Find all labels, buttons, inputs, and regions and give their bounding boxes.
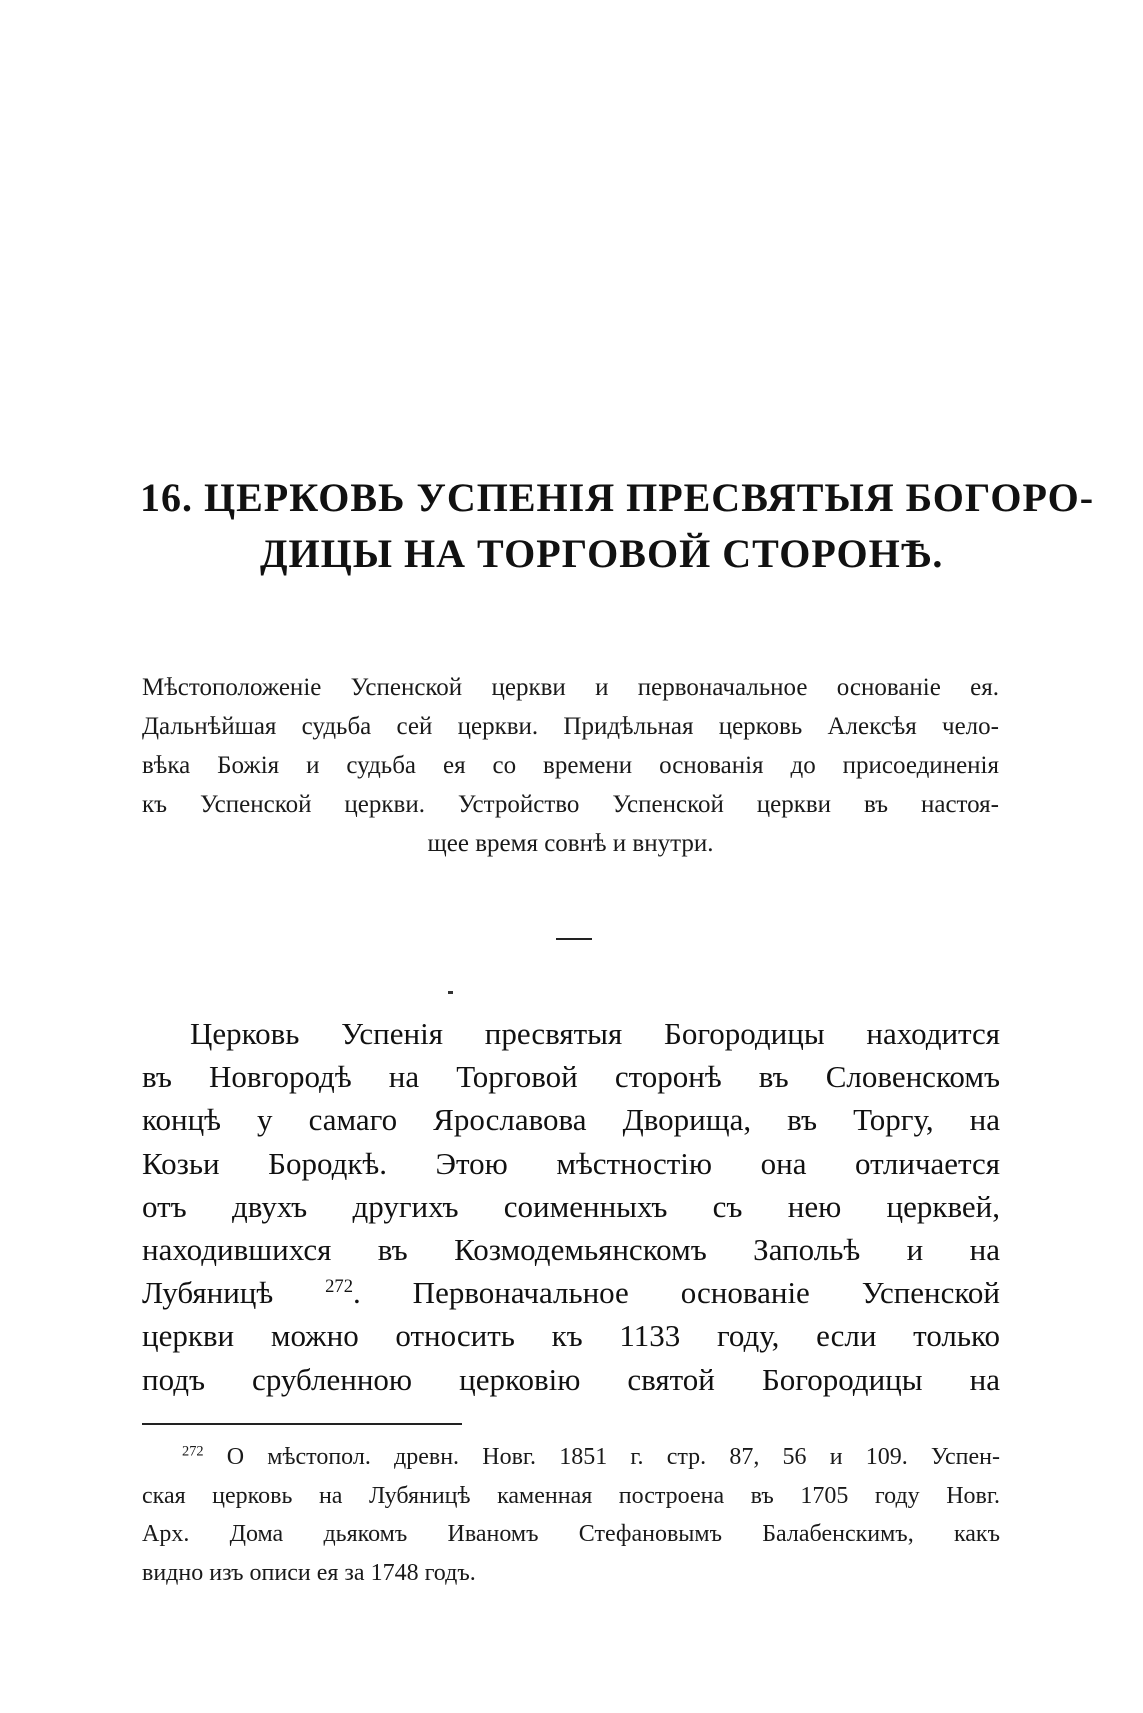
chapter-heading-line-2: ДИЦЫ НА ТОРГОВОЙ СТОРОНѢ. (260, 531, 944, 576)
body-line: находившихся въ Козмодемьянскомъ Запольѣ и на (142, 1231, 1000, 1267)
chapter-heading-line-1: 16. ЦЕРКОВЬ УСПЕНІЯ ПРЕСВЯТЫЯ БОГОРО- (140, 475, 1095, 520)
body-line: отъ двухъ другихъ соименныхъ съ нею церквей, (142, 1188, 1000, 1224)
summary-line: Дальнѣйшая судьба сей церкви. Придѣльная церковь Алексѣя чело- (142, 713, 999, 740)
footnote-separator (142, 1423, 462, 1425)
body-paragraph (142, 1012, 1000, 1401)
summary-line: щее время совнѣ и внутри. (427, 830, 714, 857)
footnote-reference[interactable]: 272 (325, 1275, 354, 1297)
body-text-segment: . Первоначальное основаніе Успенской (353, 1275, 1000, 1311)
footnote-number: 272 (182, 1443, 204, 1460)
footnote-text-segment: О мѣстопол. древн. Новг. 1851 г. стр. 87, 56 и 109. Успен- (203, 1444, 1000, 1470)
summary-line: къ Успенской церкви. Устройство Успенской церкви въ настоя- (142, 791, 999, 818)
footnote (142, 1438, 1000, 1592)
footnote-line (142, 1438, 1000, 1477)
body-line: Церковь Успенія пресвятыя Богородицы находится (190, 1016, 1000, 1051)
body-text-segment: Лубяницѣ (142, 1275, 326, 1311)
body-line: въ Новгородѣ на Торговой сторонѣ въ Словенскомъ (142, 1059, 1000, 1095)
summary-line: вѣка Божія и судьба ея со времени основанія до присоединенія (142, 752, 999, 779)
body-line: подъ срубленною церковію святой Богородицы на (142, 1361, 1000, 1397)
chapter-summary (142, 668, 999, 863)
body-line (142, 1271, 1000, 1314)
print-mark (448, 991, 453, 994)
footnote-line: видно изъ описи ея за 1748 годъ. (142, 1559, 476, 1586)
footnote-line: Арх. Дома дьякомъ Иваномъ Стефановымъ Балабенскимъ, какъ (142, 1521, 1000, 1547)
summary-line: Мѣстоположеніе Успенской церкви и первоначальное основаніе ея. (142, 674, 999, 701)
body-line: церкви можно относить къ 1133 году, если только (142, 1318, 1000, 1354)
section-divider (556, 938, 592, 940)
footnote-line: ская церковь на Лубяницѣ каменная построена въ 1705 году Новг. (142, 1482, 1000, 1509)
body-line: Козьи Бородкѣ. Этою мѣстностію она отличается (142, 1145, 1000, 1181)
body-line: концѣ у самаго Ярославова Дворища, въ Торгу, на (142, 1102, 1000, 1138)
